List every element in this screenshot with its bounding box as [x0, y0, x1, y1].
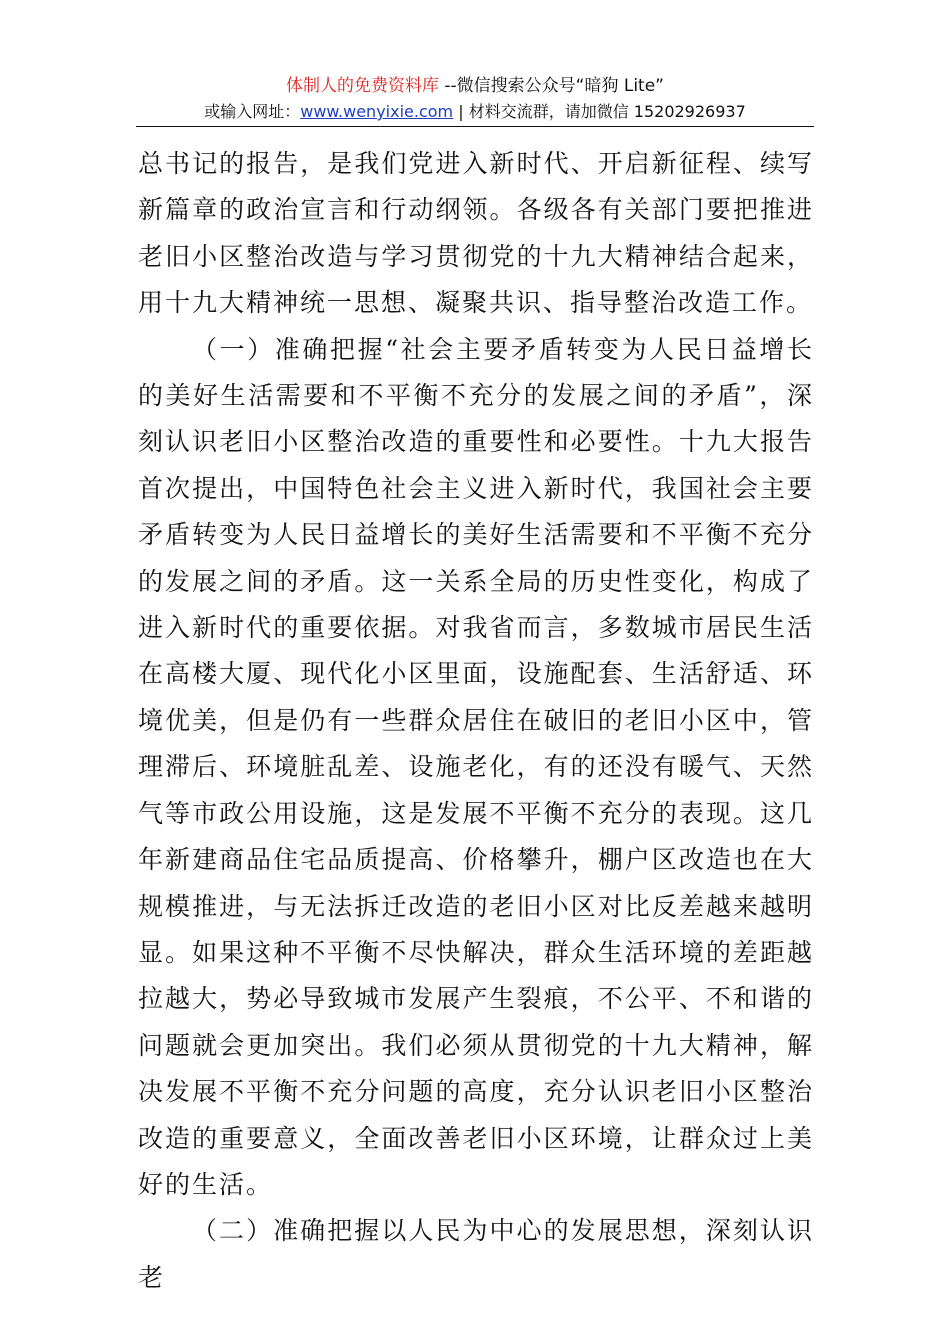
url-prefix: 或输入网址： [204, 102, 301, 121]
paragraph: 总书记的报告，是我们党进入新时代、开启新征程、续写新篇章的政治宣言和行动纲领。各级各有关部门要把推进老旧小区整治改造与学习贯彻党的十九大精神结合起来，用十九大精神统一思想、凝聚共识、指导整治改造工作。 [138, 149, 814, 318]
contact-text: 材料交流群，请加微信 15202926937 [468, 102, 746, 121]
header-title-line [0, 74, 950, 98]
wechat-search-hint: --微信搜索公众号“暗狗 Lite” [438, 76, 664, 96]
paragraph: （一）准确把握“社会主要矛盾转变为人民日益增长的美好生活需要和不平衡不充分的发展之间的矛盾”，深刻认识老旧小区整治改造的重要性和必要性。十九大报告首次提出，中国特色社会主义进入新时代，我国社会主要矛盾转变为人民日益增长的美好生活需要和不平衡不充分的发展之间的矛盾。这一关系全局的历史性变化，构成了进入新时代的重要依据。对我省而言，多数城市居民生活在高楼大厦、现代化小区里面，设施配套、生活舒适、环境优美，但是仍有一些群众居住在破旧的老旧小区中，管理滞后、环境脏乱差、设施老化，有的还没有暖气、天然气等市政公用设施，这是发展不平衡不充分的表现。这几年新建商品住宅品质提高、价格攀升，棚户区改造也在大规模推进，与无法拆迁改造的老旧小区对比反差越来越明显。如果这种不平衡不尽快解决，群众生活环境的差距越拉越大，势必导致城市发展产生裂痕，不公平、不和谐的问题就会更加突出。我们必须从贯彻党的十九大精神，解决发展不平衡不充分问题的高度，充分认识老旧小区整治改造的重要意义，全面改善老旧小区环境，让群众过上美好的生活。 [138, 334, 814, 1199]
document-body [138, 141, 814, 1301]
separator: | [453, 102, 469, 121]
paragraph: （二）准确把握以人民为中心的发展思想，深刻认识老 [138, 1216, 814, 1292]
document-header [0, 74, 950, 124]
header-divider [136, 126, 814, 127]
brand-title: 体制人的免费资料库 [285, 76, 439, 96]
website-link[interactable]: www.wenyixie.com [300, 102, 454, 121]
header-contact-line [0, 100, 950, 124]
